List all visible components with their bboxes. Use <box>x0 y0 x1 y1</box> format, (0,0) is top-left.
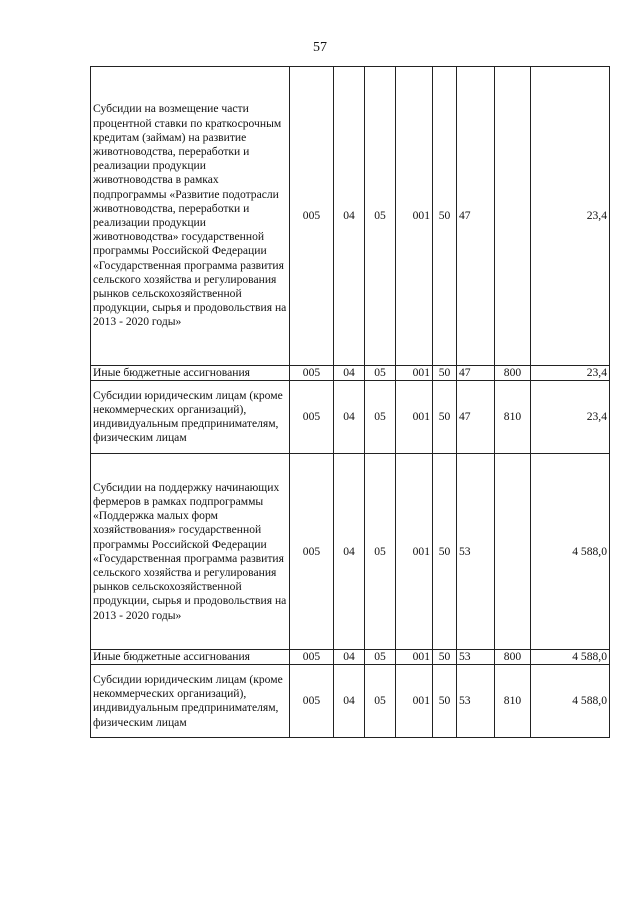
section-code: 04 <box>334 650 365 665</box>
target-code-part-3: 47 <box>457 67 495 366</box>
section-code: 04 <box>334 454 365 650</box>
subsection-code: 05 <box>365 650 396 665</box>
target-code-part-3: 53 <box>457 650 495 665</box>
amount-value: 4 588,0 <box>531 665 610 738</box>
amount-value: 4 588,0 <box>531 650 610 665</box>
budget-table <box>90 66 610 738</box>
amount-value: 23,4 <box>531 366 610 381</box>
ministry-code: 005 <box>290 650 334 665</box>
table-row <box>91 381 610 454</box>
subsection-code: 05 <box>365 67 396 366</box>
row-name: Субсидии на поддержку начинающих фермеров в рамках подпрограммы «Поддержка малых форм хозяйствования» государственной программы Российской Федерации «Государственная программа развития сельского хозяйства и регулирования рынков сельскохозяйственной продукции, сырья и продовольствия на 2013 - 2020 годы» <box>91 454 290 650</box>
section-code: 04 <box>334 67 365 366</box>
ministry-code: 005 <box>290 454 334 650</box>
table-row <box>91 665 610 738</box>
section-code: 04 <box>334 366 365 381</box>
ministry-code: 005 <box>290 67 334 366</box>
target-code-part-1: 001 <box>396 67 433 366</box>
target-code-part-2: 50 <box>433 67 457 366</box>
target-code-part-3: 47 <box>457 381 495 454</box>
amount-value: 4 588,0 <box>531 454 610 650</box>
subsection-code: 05 <box>365 665 396 738</box>
table-row <box>91 67 610 366</box>
expense-type-code: 800 <box>495 650 531 665</box>
target-code-part-2: 50 <box>433 650 457 665</box>
target-code-part-1: 001 <box>396 665 433 738</box>
target-code-part-2: 50 <box>433 454 457 650</box>
target-code-part-1: 001 <box>396 454 433 650</box>
expense-type-code: 810 <box>495 381 531 454</box>
ministry-code: 005 <box>290 665 334 738</box>
row-name: Субсидии юридическим лицам (кроме некоммерческих организаций), индивидуальным предпринимателям, физическим лицам <box>91 665 290 738</box>
table-row <box>91 454 610 650</box>
table-body <box>91 67 610 738</box>
row-name: Субсидии юридическим лицам (кроме некоммерческих организаций), индивидуальным предпринимателям, физическим лицам <box>91 381 290 454</box>
section-code: 04 <box>334 665 365 738</box>
table-row <box>91 366 610 381</box>
target-code-part-1: 001 <box>396 381 433 454</box>
expense-type-code: 810 <box>495 665 531 738</box>
ministry-code: 005 <box>290 366 334 381</box>
row-name: Субсидии на возмещение части процентной ставки по краткосрочным кредитам (займам) на развитие животноводства, переработки и реализации продукции животноводства в рамках подпрограммы «Развитие подотрасли животноводства, переработки и реализации продукции животноводства» государственной программы Российской Федерации «Государственная программа развития сельского хозяйства и регулирования рынков сельскохозяйственной продукции, сырья и продовольствия на 2013 - 2020 годы» <box>91 67 290 366</box>
subsection-code: 05 <box>365 366 396 381</box>
target-code-part-2: 50 <box>433 665 457 738</box>
target-code-part-3: 53 <box>457 454 495 650</box>
subsection-code: 05 <box>365 454 396 650</box>
subsection-code: 05 <box>365 381 396 454</box>
target-code-part-3: 53 <box>457 665 495 738</box>
ministry-code: 005 <box>290 381 334 454</box>
table-row <box>91 650 610 665</box>
amount-value: 23,4 <box>531 381 610 454</box>
target-code-part-2: 50 <box>433 381 457 454</box>
page-number: 57 <box>313 40 327 55</box>
expense-type-code <box>495 67 531 366</box>
target-code-part-3: 47 <box>457 366 495 381</box>
amount-value: 23,4 <box>531 67 610 366</box>
target-code-part-1: 001 <box>396 650 433 665</box>
row-name: Иные бюджетные ассигнования <box>91 650 290 665</box>
expense-type-code: 800 <box>495 366 531 381</box>
row-name: Иные бюджетные ассигнования <box>91 366 290 381</box>
target-code-part-2: 50 <box>433 366 457 381</box>
target-code-part-1: 001 <box>396 366 433 381</box>
expense-type-code <box>495 454 531 650</box>
section-code: 04 <box>334 381 365 454</box>
